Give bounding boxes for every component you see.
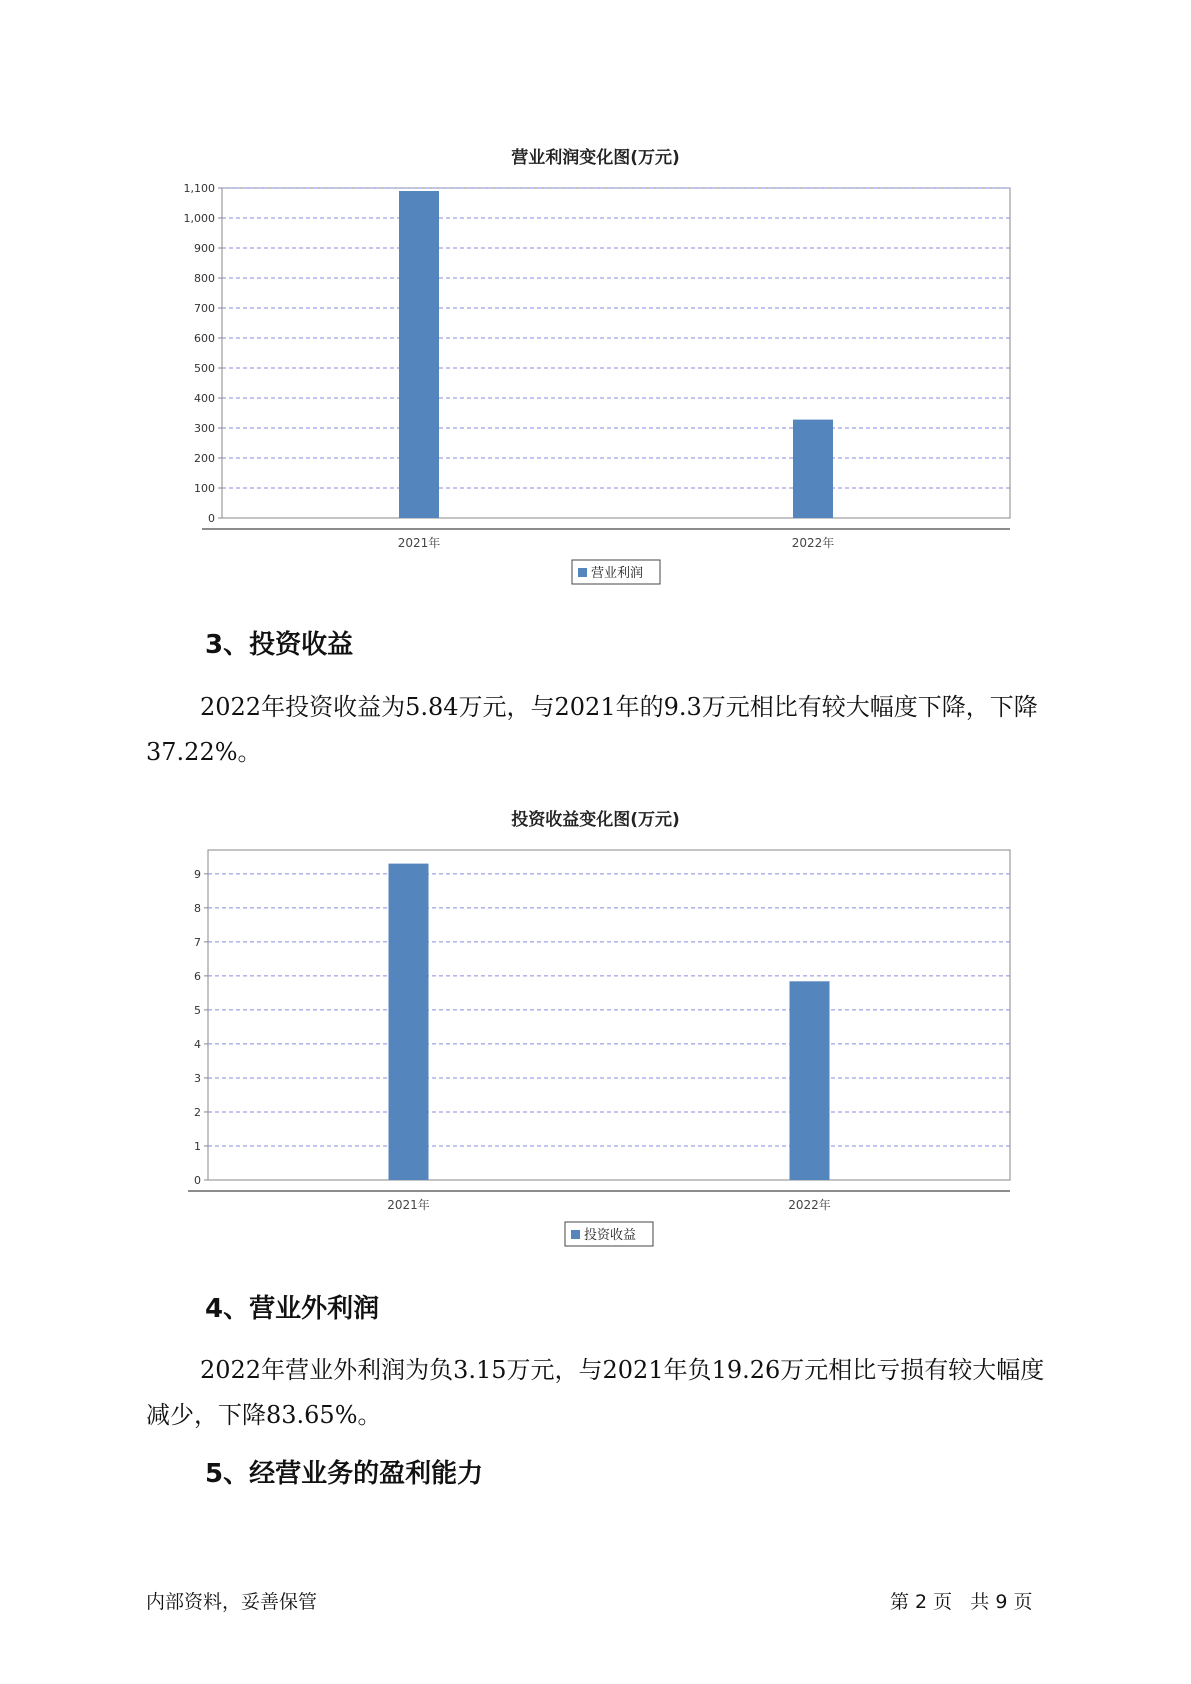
legend-label: 营业利润 bbox=[591, 566, 644, 581]
y-tick-label: 5 bbox=[194, 1003, 201, 1017]
y-tick-label: 0 bbox=[208, 512, 215, 525]
y-tick-label: 800 bbox=[194, 272, 215, 285]
y-tick-label: 100 bbox=[194, 482, 215, 495]
bar-2022年 bbox=[793, 420, 833, 518]
section-heading-investment: 3、投资收益 bbox=[205, 630, 354, 660]
y-tick-label: 3 bbox=[194, 1071, 201, 1085]
footer-page-number: 第 2 页 共 9 页 bbox=[890, 1591, 1033, 1613]
y-tick-label: 1,000 bbox=[183, 212, 215, 225]
chart-title-operating-profit: 营业利润变化图(万元) bbox=[511, 148, 680, 168]
footer-confidential-note: 内部资料，妥善保管 bbox=[146, 1591, 318, 1613]
bar-2022年 bbox=[790, 981, 830, 1180]
y-tick-label: 500 bbox=[194, 362, 215, 375]
plot-area bbox=[222, 188, 1010, 518]
chart-title-investment-income: 投资收益变化图(万元) bbox=[511, 810, 680, 830]
y-tick-label: 2 bbox=[194, 1105, 201, 1119]
y-tick-label: 900 bbox=[194, 242, 215, 255]
y-tick-label: 200 bbox=[194, 452, 215, 465]
legend-swatch bbox=[578, 568, 587, 577]
legend-label: 投资收益 bbox=[584, 1228, 637, 1243]
section-heading-profitability: 5、经营业务的盈利能力 bbox=[205, 1459, 484, 1489]
y-tick-label: 1,100 bbox=[183, 182, 215, 195]
y-tick-label: 4 bbox=[194, 1037, 201, 1051]
x-tick-label: 2022年 bbox=[788, 1198, 831, 1212]
bar-2021年 bbox=[399, 191, 439, 518]
investment-income-chart bbox=[150, 840, 1030, 1260]
y-tick-label: 0 bbox=[194, 1174, 201, 1187]
bar-2021年 bbox=[389, 864, 429, 1180]
y-tick-label: 1 bbox=[194, 1139, 201, 1153]
operating-profit-chart bbox=[150, 178, 1030, 598]
y-tick-label: 8 bbox=[194, 901, 201, 915]
y-tick-label: 700 bbox=[194, 302, 215, 315]
y-tick-label: 7 bbox=[194, 935, 201, 949]
y-tick-label: 400 bbox=[194, 392, 215, 405]
legend-swatch bbox=[571, 1230, 580, 1239]
x-tick-label: 2022年 bbox=[791, 536, 835, 550]
section-heading-non-operating: 4、营业外利润 bbox=[205, 1294, 380, 1324]
y-tick-label: 9 bbox=[194, 867, 201, 881]
y-tick-label: 600 bbox=[194, 332, 215, 345]
paragraph-non-operating: 2022年营业外利润为负3.15万元，与2021年负19.26万元相比亏损有较大幅度减少，下降83.65%。 bbox=[146, 1356, 1045, 1429]
paragraph-investment: 2022年投资收益为5.84万元，与2021年的9.3万元相比有较大幅度下降，下降37.22%。 bbox=[146, 693, 1038, 766]
x-tick-label: 2021年 bbox=[397, 536, 441, 550]
y-tick-label: 300 bbox=[194, 422, 215, 435]
x-tick-label: 2021年 bbox=[387, 1198, 430, 1212]
y-tick-label: 6 bbox=[194, 969, 201, 983]
plot-area bbox=[208, 850, 1010, 1180]
